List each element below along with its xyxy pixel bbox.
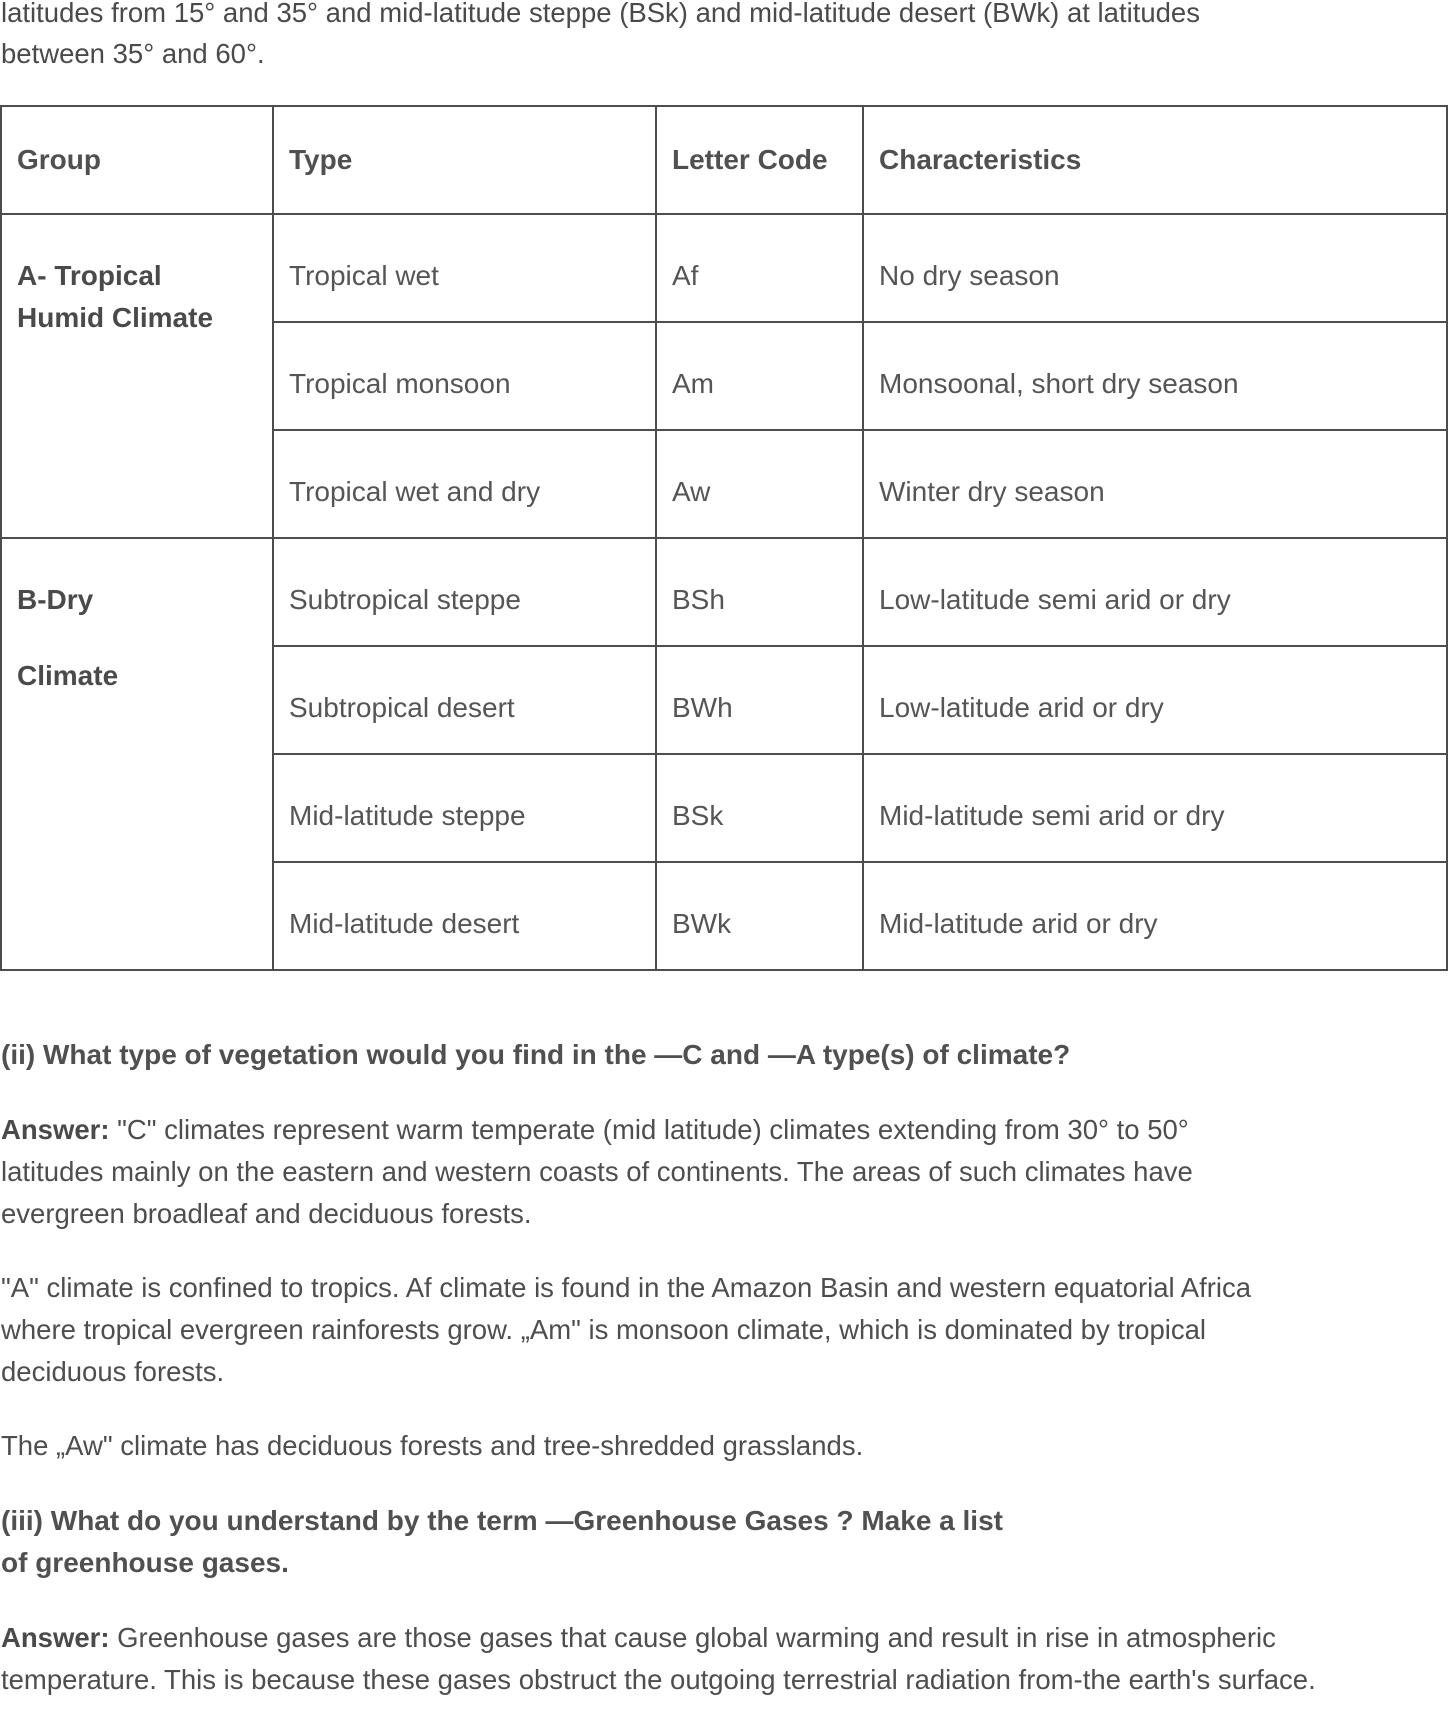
code-cell: BWh bbox=[656, 646, 863, 754]
characteristics-cell: Low-latitude arid or dry bbox=[863, 646, 1447, 754]
group-cell-b bbox=[1, 538, 273, 970]
group-name-line2: Humid Climate bbox=[17, 302, 214, 333]
answer-iii-text-1: Greenhouse gases are those gases that cause global warming and result in rise in atmospheric temperature. This is because these gases obstruct the outgoing terrestrial radiation from-the earth's surface. bbox=[1, 1622, 1316, 1695]
answer-ii-paragraph-2: "A" climate is confined to tropics. Af climate is found in the Amazon Basin and western equatorial Africa where tropical evergreen rainforests grow. „Am" is monsoon climate, which is dominated by tropical deciduous forests. bbox=[1, 1272, 1252, 1387]
characteristics-cell: Winter dry season bbox=[863, 430, 1447, 538]
characteristics-cell: Mid-latitude semi arid or dry bbox=[863, 754, 1447, 862]
header-letter-code: Letter Code bbox=[656, 106, 863, 214]
code-cell: BSk bbox=[656, 754, 863, 862]
type-cell: Tropical wet and dry bbox=[273, 430, 656, 538]
characteristics-cell: Low-latitude semi arid or dry bbox=[863, 538, 1447, 646]
answer-ii-paragraph-1 bbox=[1, 1109, 1291, 1235]
answer-ii-text-1: "C" climates represent warm temperate (mid latitude) climates extending from 30° to 50° latitudes mainly on the eastern and western coasts of continents. The areas of such climates have evergreen broadleaf and deciduous forests. bbox=[1, 1114, 1193, 1229]
table-header-row bbox=[1, 106, 1447, 214]
type-cell: Mid-latitude desert bbox=[273, 862, 656, 970]
table-row bbox=[1, 214, 1447, 322]
table-row bbox=[1, 538, 1447, 646]
question-ii: (ii) What type of vegetation would you find in the —C and —A type(s) of climate? bbox=[1, 1039, 1071, 1070]
code-cell: Aw bbox=[656, 430, 863, 538]
type-cell: Mid-latitude steppe bbox=[273, 754, 656, 862]
group-name-line2: Climate bbox=[17, 660, 119, 691]
type-cell: Subtropical desert bbox=[273, 646, 656, 754]
type-cell: Tropical monsoon bbox=[273, 322, 656, 430]
type-cell: Tropical wet bbox=[273, 214, 656, 322]
code-cell: BSh bbox=[656, 538, 863, 646]
characteristics-cell: Monsoonal, short dry season bbox=[863, 322, 1447, 430]
code-cell: Af bbox=[656, 214, 863, 322]
type-cell: Subtropical steppe bbox=[273, 538, 656, 646]
answer-ii-paragraph-3: The „Aw" climate has deciduous forests and tree-shredded grasslands. bbox=[1, 1430, 864, 1461]
group-name-line1: B-Dry bbox=[17, 584, 94, 615]
question-iii-line-2: of greenhouse gases. bbox=[1, 1547, 289, 1578]
answer-label: Answer: bbox=[1, 1622, 110, 1653]
characteristics-cell: Mid-latitude arid or dry bbox=[863, 862, 1447, 970]
header-type: Type bbox=[273, 106, 656, 214]
climate-classification-table bbox=[0, 105, 1448, 971]
answer-label: Answer: bbox=[1, 1114, 110, 1145]
answer-iii-paragraph-1 bbox=[1, 1617, 1321, 1701]
intro-paragraph: latitudes from 15° and 35° and mid-latitude steppe (BSk) and mid-latitude desert (BWk) at latitudes between 35° and 60°. bbox=[1, 0, 1200, 69]
question-iii-line-1: (iii) What do you understand by the term —Greenhouse Gases ? Make a list bbox=[1, 1505, 1003, 1536]
group-name-line1: A- Tropical bbox=[17, 260, 162, 291]
group-cell-a bbox=[1, 214, 273, 538]
characteristics-cell: No dry season bbox=[863, 214, 1447, 322]
header-group: Group bbox=[1, 106, 273, 214]
header-characteristics: Characteristics bbox=[863, 106, 1447, 214]
code-cell: Am bbox=[656, 322, 863, 430]
code-cell: BWk bbox=[656, 862, 863, 970]
